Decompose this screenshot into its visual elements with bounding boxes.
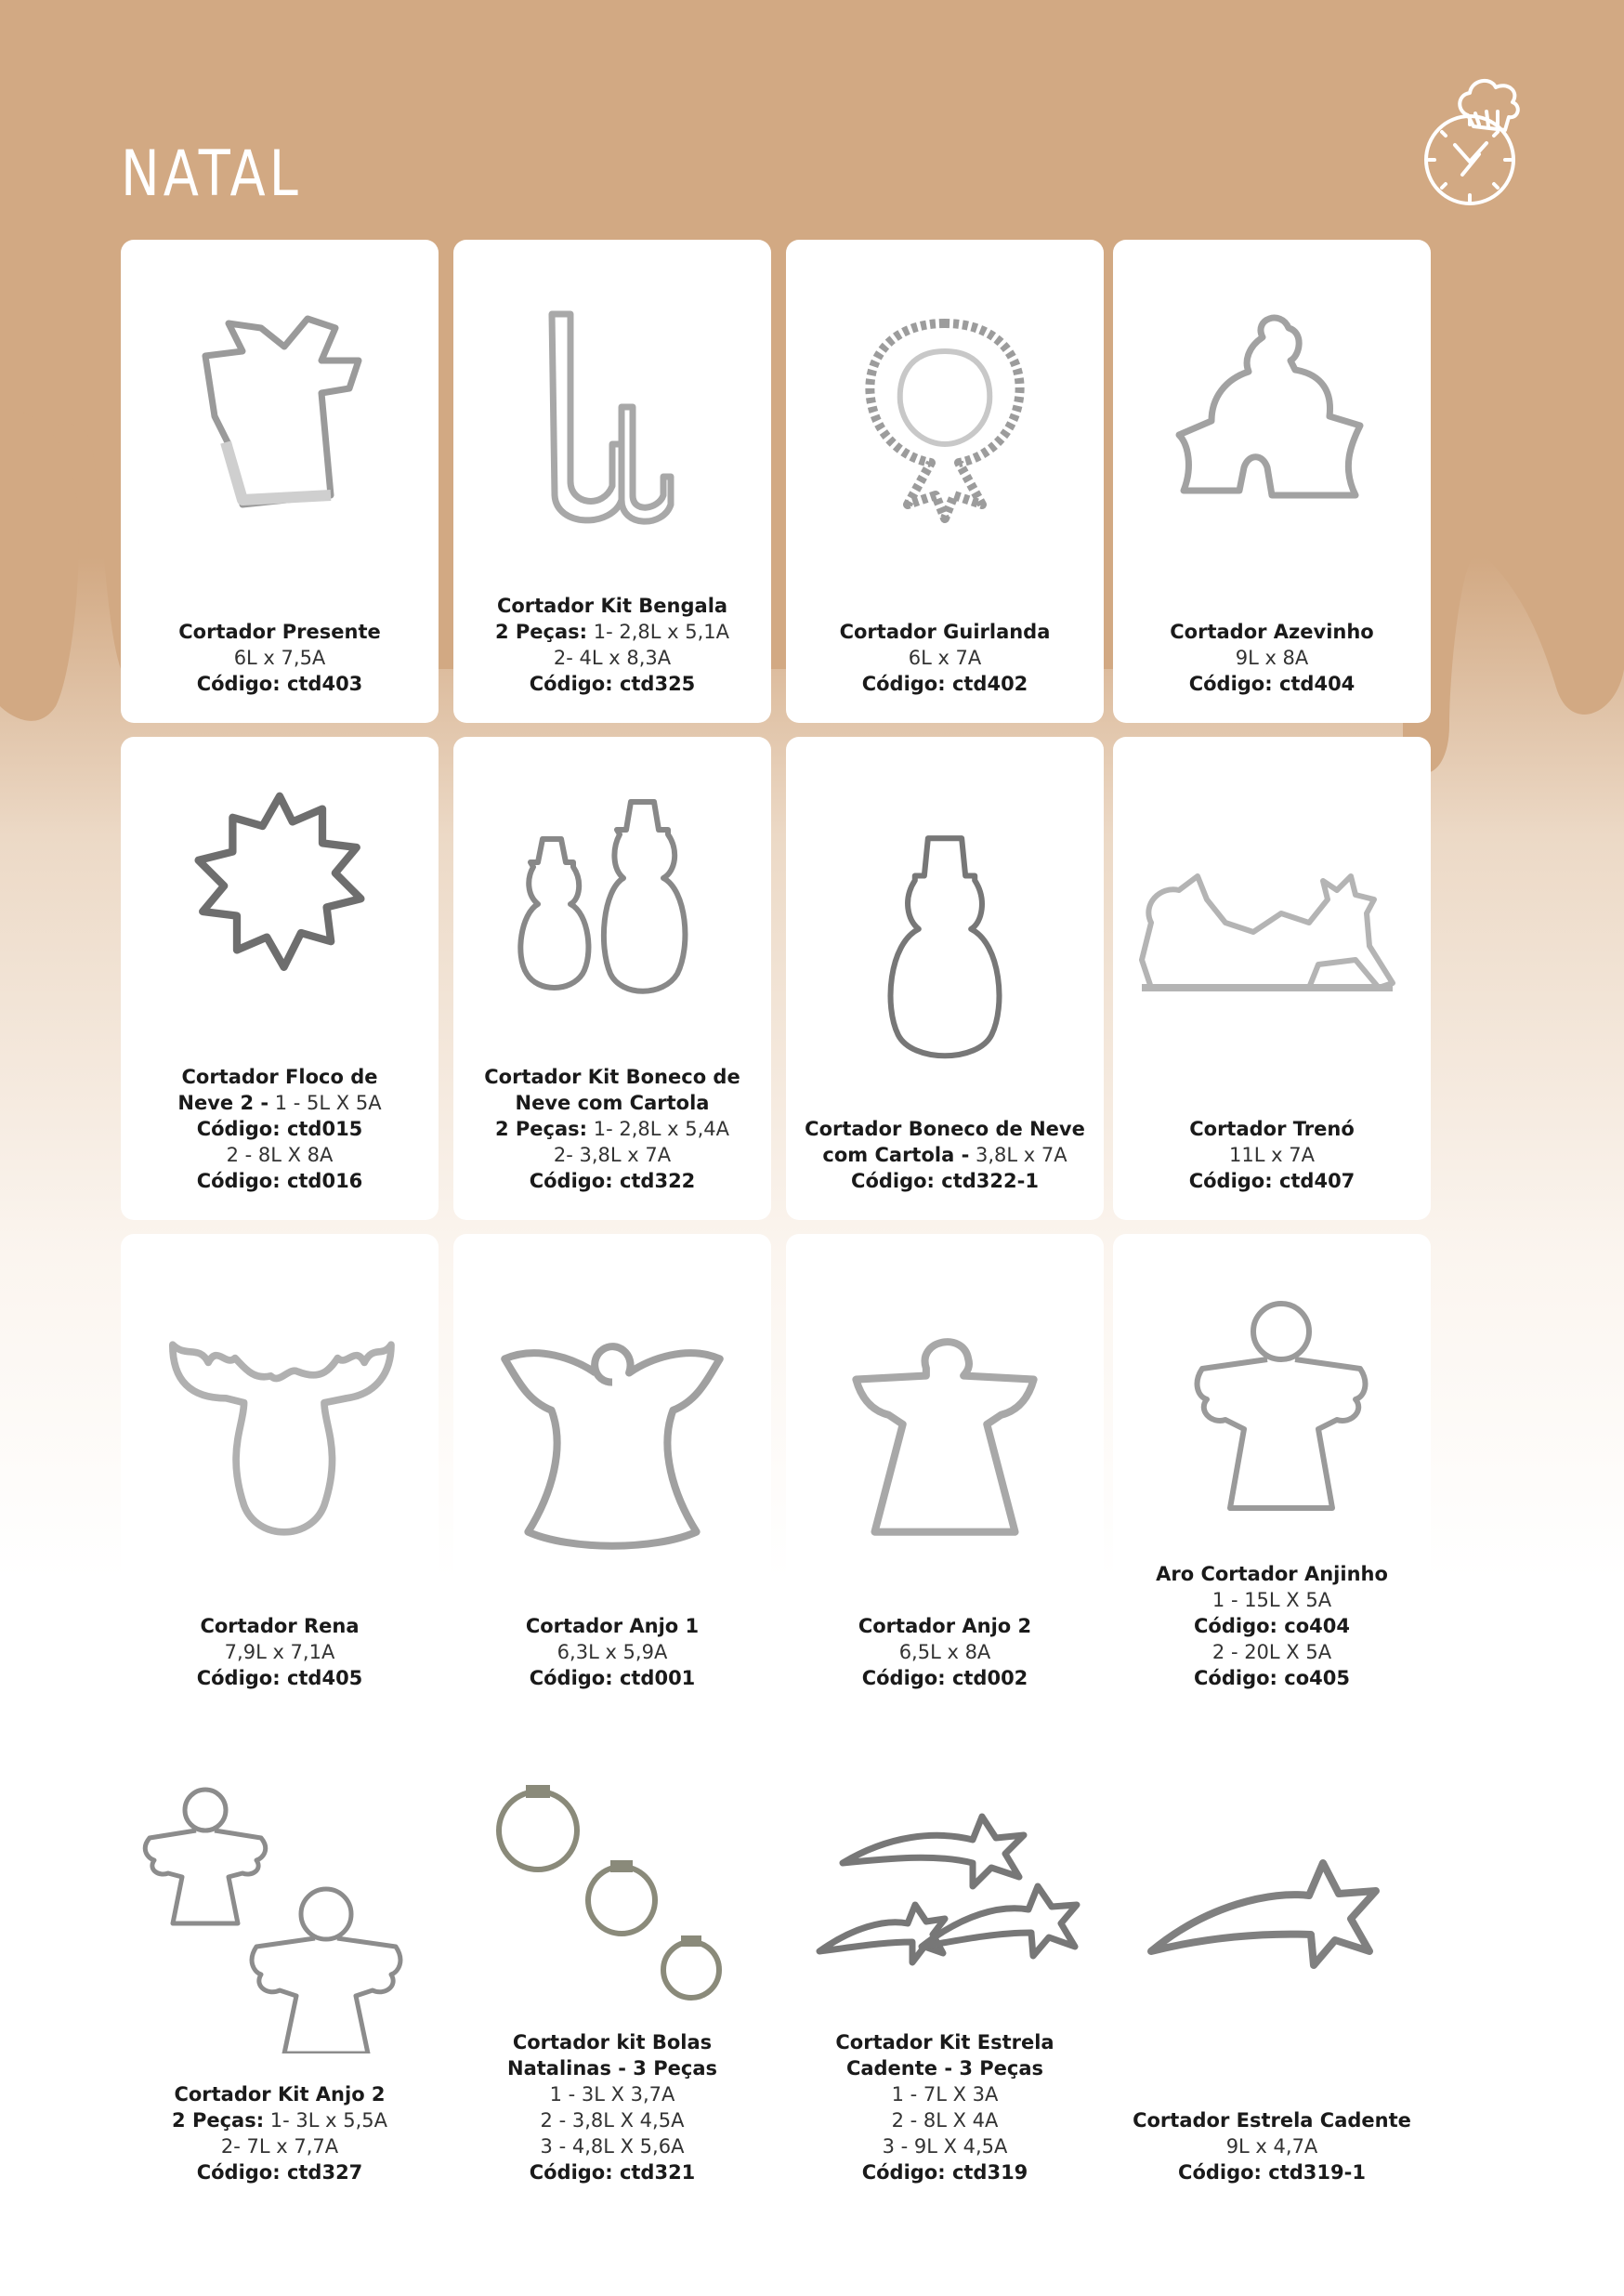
product-info: [124, 2081, 435, 2185]
product-name: Cortador Kit Anjo 2: [174, 2083, 386, 2106]
product-size: 7,9L x 7,1A: [224, 1641, 335, 1663]
product-spec: 2 Peças: 1- 2,8L x 5,1A: [494, 621, 729, 643]
product-spec: 1 - 7L X 3A: [891, 2083, 999, 2106]
product-card: [1113, 1234, 1431, 1717]
product-spec: com Cartola - 3,8L x 7A: [822, 1144, 1067, 1166]
product-card: [453, 737, 771, 1220]
angel-cutter-icon: [472, 1318, 753, 1568]
holly-cutter-icon: [1132, 305, 1412, 537]
product-card: [453, 1728, 771, 2211]
product-info: [790, 2029, 1100, 2185]
product-size: 11L x 7A: [1229, 1144, 1315, 1166]
product-code: Código: ctd002: [861, 1667, 1028, 1689]
product-spec: 2- 7L x 7,7A: [220, 2135, 339, 2158]
product-card: [786, 1728, 1104, 2211]
product-card: [453, 1234, 771, 1717]
product-name: Natalinas - 3 Peças: [507, 2057, 717, 2080]
product-name: Cortador Trenó: [1189, 1118, 1355, 1140]
product-card: [453, 240, 771, 723]
product-info: [790, 1116, 1100, 1194]
product-spec: 1 - 3L X 3,7A: [549, 2083, 675, 2106]
product-code: Código: ctd325: [529, 673, 696, 695]
small-angel-cutter-icon: [1132, 1290, 1412, 1522]
product-card: [786, 1234, 1104, 1717]
product-card: [121, 1234, 439, 1717]
angel-pair-cutter-icon: [130, 1784, 429, 2053]
product-card: [121, 1728, 439, 2211]
product-spec: 3 - 4,8L X 5,6A: [540, 2135, 685, 2158]
product-code: Código: ctd407: [1188, 1170, 1356, 1192]
product-info: [1117, 619, 1427, 697]
product-code: Código: co405: [1194, 1667, 1350, 1689]
product-card: [121, 737, 439, 1220]
product-info: [1117, 1561, 1427, 1691]
product-name: Aro Cortador Anjinho: [1156, 1563, 1388, 1585]
product-size: 6,3L x 5,9A: [557, 1641, 668, 1663]
product-info: [457, 593, 767, 697]
product-spec: 2 Peças: 1- 3L x 5,5A: [172, 2109, 387, 2132]
product-name: Cadente - 3 Peças: [845, 2057, 1044, 2080]
product-card: [786, 737, 1104, 1220]
product-name: Neve com Cartola: [515, 1092, 710, 1114]
product-code: Código: ctd404: [1188, 673, 1356, 695]
product-name: Cortador Anjo 1: [525, 1615, 700, 1637]
product-name: Cortador Rena: [200, 1615, 360, 1637]
page-title: NATAL: [121, 138, 302, 211]
product-spec: Neve 2 - 1 - 5L X 5A: [177, 1092, 382, 1114]
snowflake-cutter-icon: [139, 783, 420, 997]
product-spec: 2 - 20L X 5A: [1211, 1641, 1332, 1663]
product-card: [786, 240, 1104, 723]
product-size: 9L x 4,7A: [1225, 2135, 1318, 2158]
product-code: Código: ctd016: [196, 1170, 363, 1192]
product-info: [790, 619, 1100, 697]
product-info: [124, 619, 435, 697]
product-info: [1117, 2107, 1427, 2185]
chef-hat-clock-icon: [1421, 58, 1533, 211]
product-info: [457, 1613, 767, 1691]
product-info: [790, 1613, 1100, 1691]
snowman-cutter-icon: [805, 830, 1085, 1071]
product-name: Cortador Kit Bengala: [496, 595, 728, 617]
product-info: [124, 1064, 435, 1194]
product-info: [457, 1064, 767, 1194]
product-spec: 2 Peças: 1- 2,8L x 5,4A: [494, 1118, 729, 1140]
product-code: Código: ctd001: [529, 1667, 696, 1689]
product-spec: 2 - 8L X 4A: [891, 2109, 999, 2132]
gift-cutter-icon: [139, 305, 420, 537]
product-info: [457, 2029, 767, 2185]
product-size: 6,5L x 8A: [898, 1641, 991, 1663]
product-name: Cortador Presente: [178, 621, 381, 643]
product-size: 6L x 7A: [908, 647, 982, 669]
product-spec: 2 - 3,8L X 4,5A: [540, 2109, 685, 2132]
product-spec: 1 - 15L X 5A: [1211, 1589, 1332, 1611]
product-name: Cortador Azevinho: [1170, 621, 1374, 643]
product-code: Código: ctd322: [529, 1170, 696, 1192]
wreath-cutter-icon: [805, 305, 1085, 537]
product-code: Código: ctd321: [529, 2161, 696, 2184]
product-size: 9L x 8A: [1235, 647, 1309, 669]
product-spec: 2 - 8L X 8A: [226, 1144, 334, 1166]
product-code: Código: ctd322-1: [851, 1170, 1039, 1192]
product-code: Código: ctd403: [196, 673, 363, 695]
product-name: Cortador Kit Estrela: [835, 2031, 1054, 2053]
product-code: Código: ctd405: [196, 1667, 363, 1689]
product-spec: 2- 4L x 8,3A: [553, 647, 672, 669]
product-info: [1117, 1116, 1427, 1194]
product-info: [124, 1613, 435, 1691]
product-code: Código: ctd402: [861, 673, 1028, 695]
candy-cane-cutter-icon: [472, 305, 753, 537]
product-spec: 2- 3,8L x 7A: [553, 1144, 672, 1166]
product-card: [121, 240, 439, 723]
product-name: Cortador Boneco de Neve: [805, 1118, 1085, 1140]
shooting-star-set-cutter-icon: [805, 1803, 1085, 2016]
product-name: Cortador kit Bolas: [512, 2031, 713, 2053]
product-name: Cortador Kit Boneco de: [484, 1066, 740, 1088]
snowman-pair-cutter-icon: [472, 793, 753, 1025]
product-card: [1113, 1728, 1431, 2211]
shooting-star-cutter-icon: [1132, 1849, 1412, 2016]
product-code: Código: ctd319: [861, 2161, 1028, 2184]
product-code: Código: ctd327: [196, 2161, 363, 2184]
angel-cutter-icon: [805, 1308, 1085, 1568]
product-name: Cortador Guirlanda: [839, 621, 1051, 643]
product-size: 6L x 7,5A: [233, 647, 326, 669]
product-spec: 3 - 9L X 4,5A: [882, 2135, 1008, 2158]
sleigh-cutter-icon: [1122, 858, 1421, 1016]
product-name: Cortador Estrela Cadente: [1133, 2109, 1411, 2132]
product-card: [1113, 737, 1431, 1220]
product-name: Cortador Anjo 2: [858, 1615, 1032, 1637]
product-name: Cortador Floco de: [181, 1066, 378, 1088]
product-code: Código: co404: [1194, 1615, 1350, 1637]
product-card: [1113, 240, 1431, 723]
reindeer-cutter-icon: [139, 1327, 420, 1550]
ornament-ball-cutter-icon: [472, 1775, 753, 2016]
product-code: Código: ctd015: [196, 1118, 363, 1140]
product-code: Código: ctd319-1: [1178, 2161, 1366, 2184]
